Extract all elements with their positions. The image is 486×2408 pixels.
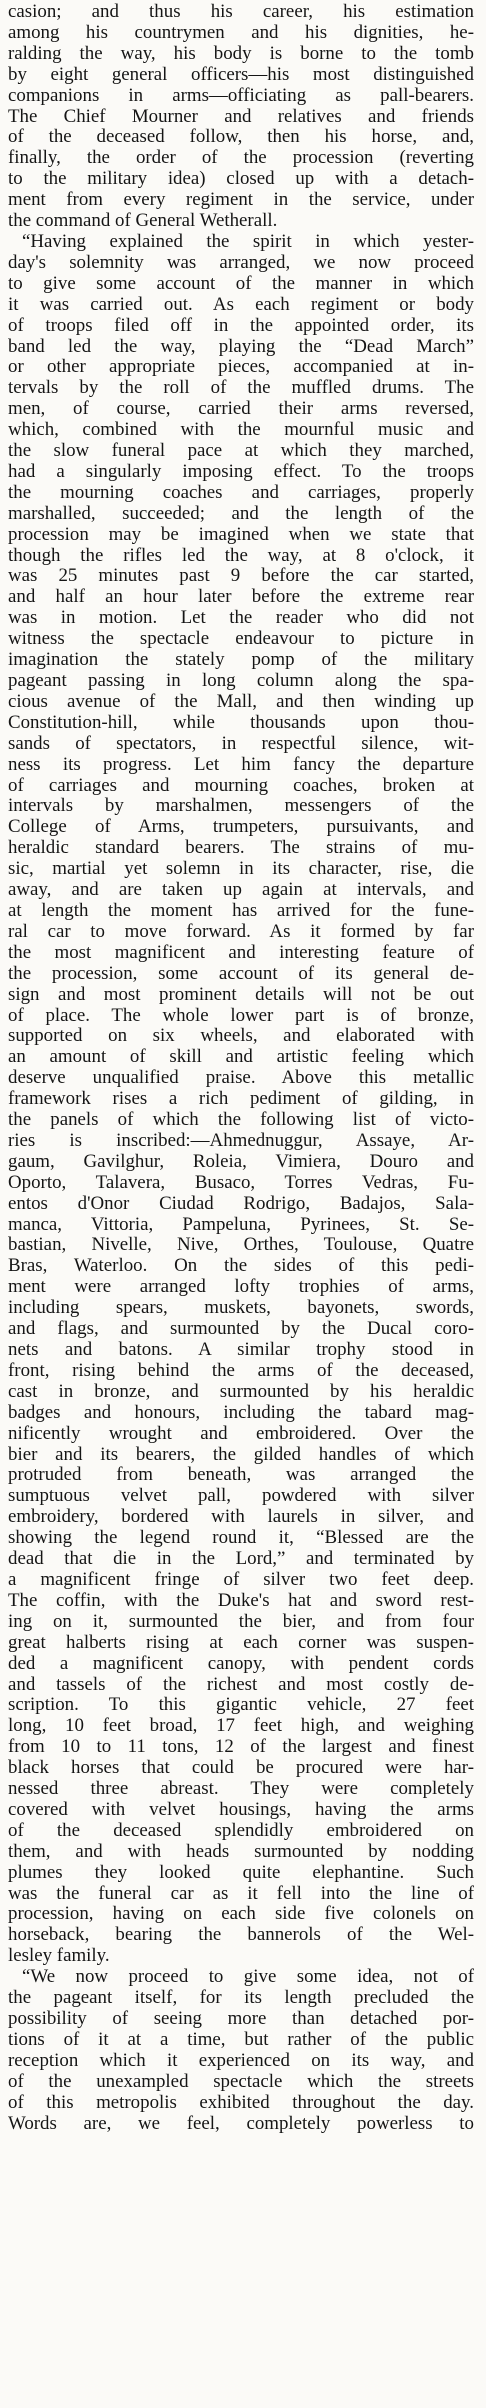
text-line: the mourning coaches and carriages, properly bbox=[8, 482, 474, 503]
text-line: manca, Vittoria, Pampeluna, Pyrinees, St. Se- bbox=[8, 1214, 474, 1235]
text-line: heraldic standard bearers. The strains of mu- bbox=[8, 838, 474, 859]
text-line: reception which it experienced on its way, and bbox=[8, 2050, 474, 2071]
text-line: of carriages and mourning coaches, broken at bbox=[8, 775, 474, 796]
text-line: the procession, some account of its general de- bbox=[8, 963, 474, 984]
text-line: was 25 minutes past 9 before the car started, bbox=[8, 566, 474, 587]
text-line: the command of General Wetherall. bbox=[8, 211, 278, 232]
text-line: The Chief Mourner and relatives and friends bbox=[8, 106, 474, 127]
text-line: The coffin, with the Duke's hat and sword rest- bbox=[8, 1590, 474, 1611]
text-line: long, 10 feet broad, 17 feet high, and weighing bbox=[8, 1716, 474, 1737]
text-line: tions of it at a time, but rather of the public bbox=[8, 2029, 474, 2050]
text-line: possibility of seeing more than detached por- bbox=[8, 2009, 474, 2029]
text-line: the pageant itself, for its length precluded the bbox=[8, 1988, 474, 2009]
text-line: cast in bronze, and surmounted by his heraldic bbox=[8, 1381, 474, 1402]
text-line: an amount of skill and artistic feeling which bbox=[8, 1047, 474, 1068]
text-line: “Having explained the spirit in which yester- bbox=[22, 231, 474, 252]
text-line: embroidery, bordered with laurels in silver, and bbox=[8, 1507, 474, 1528]
text-line: of the unexampled spectacle which the streets bbox=[8, 2071, 474, 2092]
article-paragraph bbox=[8, 2, 474, 232]
text-line: entos d'Onor Ciudad Rodrigo, Badajos, Sala- bbox=[8, 1193, 474, 1214]
text-line: dead that die in the Lord,” and terminated by bbox=[8, 1549, 474, 1570]
text-line: covered with velvet housings, having the arms bbox=[8, 1799, 474, 1820]
text-line: procession may be imagined when we state that bbox=[8, 524, 474, 545]
text-line: which, combined with the mournful music and bbox=[8, 420, 474, 441]
text-line: men, of course, carried their arms reversed, bbox=[8, 399, 474, 420]
text-line: away, and are taken up again at intervals, and bbox=[8, 880, 474, 901]
text-line: among his countrymen and his dignities, he- bbox=[8, 22, 474, 43]
text-line: including spears, muskets, bayonets, swords, bbox=[8, 1298, 474, 1319]
text-line: great halberts rising at each corner was suspen- bbox=[8, 1632, 474, 1653]
text-line: was in motion. Let the reader who did not bbox=[8, 608, 474, 629]
text-line: of troops filed off in the appointed order, its bbox=[8, 315, 474, 336]
text-line: gaum, Gavilghur, Roleia, Vimiera, Douro and bbox=[8, 1151, 474, 1172]
text-line: Bras, Waterloo. On the sides of this pedi- bbox=[8, 1256, 474, 1277]
text-line: at length the moment has arrived for the fune- bbox=[8, 900, 474, 921]
text-line: Constitution-hill, while thousands upon thou- bbox=[8, 712, 474, 733]
text-line: badges and honours, including the tabard mag- bbox=[8, 1402, 474, 1423]
text-line: framework rises a rich pediment of gilding, in bbox=[8, 1089, 474, 1110]
text-line: horseback, bearing the bannerols of the Wel- bbox=[8, 1925, 474, 1946]
text-line: day's solemnity was arranged, we now proceed bbox=[8, 252, 474, 273]
text-line: intervals by marshalmen, messengers of the bbox=[8, 796, 474, 817]
text-line: imagination the stately pomp of the military bbox=[8, 650, 474, 671]
text-line: black horses that could be procured were har- bbox=[8, 1758, 474, 1779]
text-line: had a singularly imposing effect. To the troops bbox=[8, 461, 474, 482]
text-line: of this metropolis exhibited throughout the day. bbox=[8, 2092, 474, 2113]
text-line: the slow funeral pace at which they marched, bbox=[8, 441, 474, 462]
text-line: ralding the way, his body is borne to the tomb bbox=[8, 43, 474, 64]
text-line: sumptuous velvet pall, powdered with silver bbox=[8, 1486, 474, 1507]
text-line: nets and batons. A similar trophy stood in bbox=[8, 1340, 474, 1360]
text-line: by eight general officers—his most distinguished bbox=[8, 64, 474, 85]
text-line: protruded from beneath, was arranged the bbox=[8, 1465, 474, 1486]
text-line: or other appropriate pieces, accompanied at in- bbox=[8, 357, 474, 378]
text-line: marshalled, succeeded; and the length of the bbox=[8, 503, 474, 524]
text-line: of the deceased follow, then his horse, and, bbox=[8, 127, 474, 148]
text-line: ing on it, surmounted the bier, and from four bbox=[8, 1611, 474, 1632]
text-line: supported on six wheels, and elaborated with bbox=[8, 1026, 474, 1047]
text-line: casion; and thus his career, his estimation bbox=[8, 2, 474, 22]
text-line: of the deceased splendidly embroidered on bbox=[8, 1820, 474, 1841]
text-line: front, rising behind the arms of the deceased, bbox=[8, 1360, 474, 1381]
text-line: Oporto, Talavera, Busaco, Torres Vedras, Fu- bbox=[8, 1172, 474, 1193]
text-line: ded a magnificent canopy, with pendent cords bbox=[8, 1653, 474, 1674]
article-paragraph bbox=[8, 232, 474, 1967]
text-line: and flags, and surmounted by the Ducal coro- bbox=[8, 1319, 474, 1340]
text-line: cious avenue of the Mall, and then winding up bbox=[8, 691, 474, 712]
text-line: plumes they looked quite elephantine. Such bbox=[8, 1862, 474, 1883]
text-line: sic, martial yet solemn in its character, rise, die bbox=[8, 859, 474, 880]
text-line: nificently wrought and embroidered. Over the bbox=[8, 1423, 474, 1444]
text-line: deserve unqualified praise. Above this metallic bbox=[8, 1068, 474, 1089]
text-line: though the rifles led the way, at 8 o'clock, it bbox=[8, 545, 474, 566]
text-line: bier and its bearers, the gilded handles of which bbox=[8, 1444, 474, 1465]
text-line: ral car to move forward. As it formed by far bbox=[8, 921, 474, 942]
text-line: procession, having on each side five colonels on bbox=[8, 1904, 474, 1925]
article-column bbox=[8, 2, 474, 2134]
text-line: ment were arranged lofty trophies of arms, bbox=[8, 1277, 474, 1298]
text-line: sign and most prominent details will not be out bbox=[8, 984, 474, 1005]
text-line: them, and with heads surmounted by nodding bbox=[8, 1841, 474, 1862]
text-line: College of Arms, trumpeters, pursuivants, and bbox=[8, 817, 474, 838]
text-line: and tassels of the richest and most costly de- bbox=[8, 1674, 474, 1695]
text-line: companions in arms—officiating as pall-bearers. bbox=[8, 85, 474, 106]
text-line: to the military idea) closed up with a detach- bbox=[8, 169, 474, 190]
text-line: pageant passing in long column along the spa- bbox=[8, 671, 474, 691]
text-line: “We now proceed to give some idea, not of bbox=[22, 1967, 474, 1988]
text-line: witness the spectacle endeavour to picture in bbox=[8, 629, 474, 650]
text-line: tervals by the roll of the muffled drums. The bbox=[8, 378, 474, 399]
article-paragraph bbox=[8, 1967, 474, 2134]
text-line: of place. The whole lower part is of bronze, bbox=[8, 1005, 474, 1026]
text-line: ness its progress. Let him fancy the departure bbox=[8, 754, 474, 775]
text-line: scription. To this gigantic vehicle, 27 feet bbox=[8, 1695, 474, 1716]
text-line: to give some account of the manner in which bbox=[8, 273, 474, 294]
text-line: Words are, we feel, completely powerless to bbox=[8, 2113, 474, 2134]
text-line: from 10 to 11 tons, 12 of the largest and finest bbox=[8, 1737, 474, 1758]
text-line: finally, the order of the procession (reverting bbox=[8, 148, 474, 169]
text-line: a magnificent fringe of silver two feet deep. bbox=[8, 1569, 474, 1590]
text-line: lesley family. bbox=[8, 1946, 110, 1967]
text-line: nessed three abreast. They were completely bbox=[8, 1779, 474, 1800]
text-line: the panels of which the following list of victo- bbox=[8, 1110, 474, 1131]
text-line: sands of spectators, in respectful silence, wit- bbox=[8, 733, 474, 754]
text-line: bastian, Nivelle, Nive, Orthes, Toulouse, Quatre bbox=[8, 1235, 474, 1256]
text-line: ries is inscribed:—Ahmednuggur, Assaye, Ar- bbox=[8, 1130, 474, 1151]
text-line: ment from every regiment in the service, under bbox=[8, 190, 474, 211]
text-line: it was carried out. As each regiment or body bbox=[8, 294, 474, 315]
text-line: band led the way, playing the “Dead March” bbox=[8, 336, 474, 357]
text-line: the most magnificent and interesting feature of bbox=[8, 942, 474, 963]
text-line: showing the legend round it, “Blessed are the bbox=[8, 1528, 474, 1549]
text-line: and half an hour later before the extreme rear bbox=[8, 587, 474, 608]
text-line: was the funeral car as it fell into the line of bbox=[8, 1883, 474, 1904]
